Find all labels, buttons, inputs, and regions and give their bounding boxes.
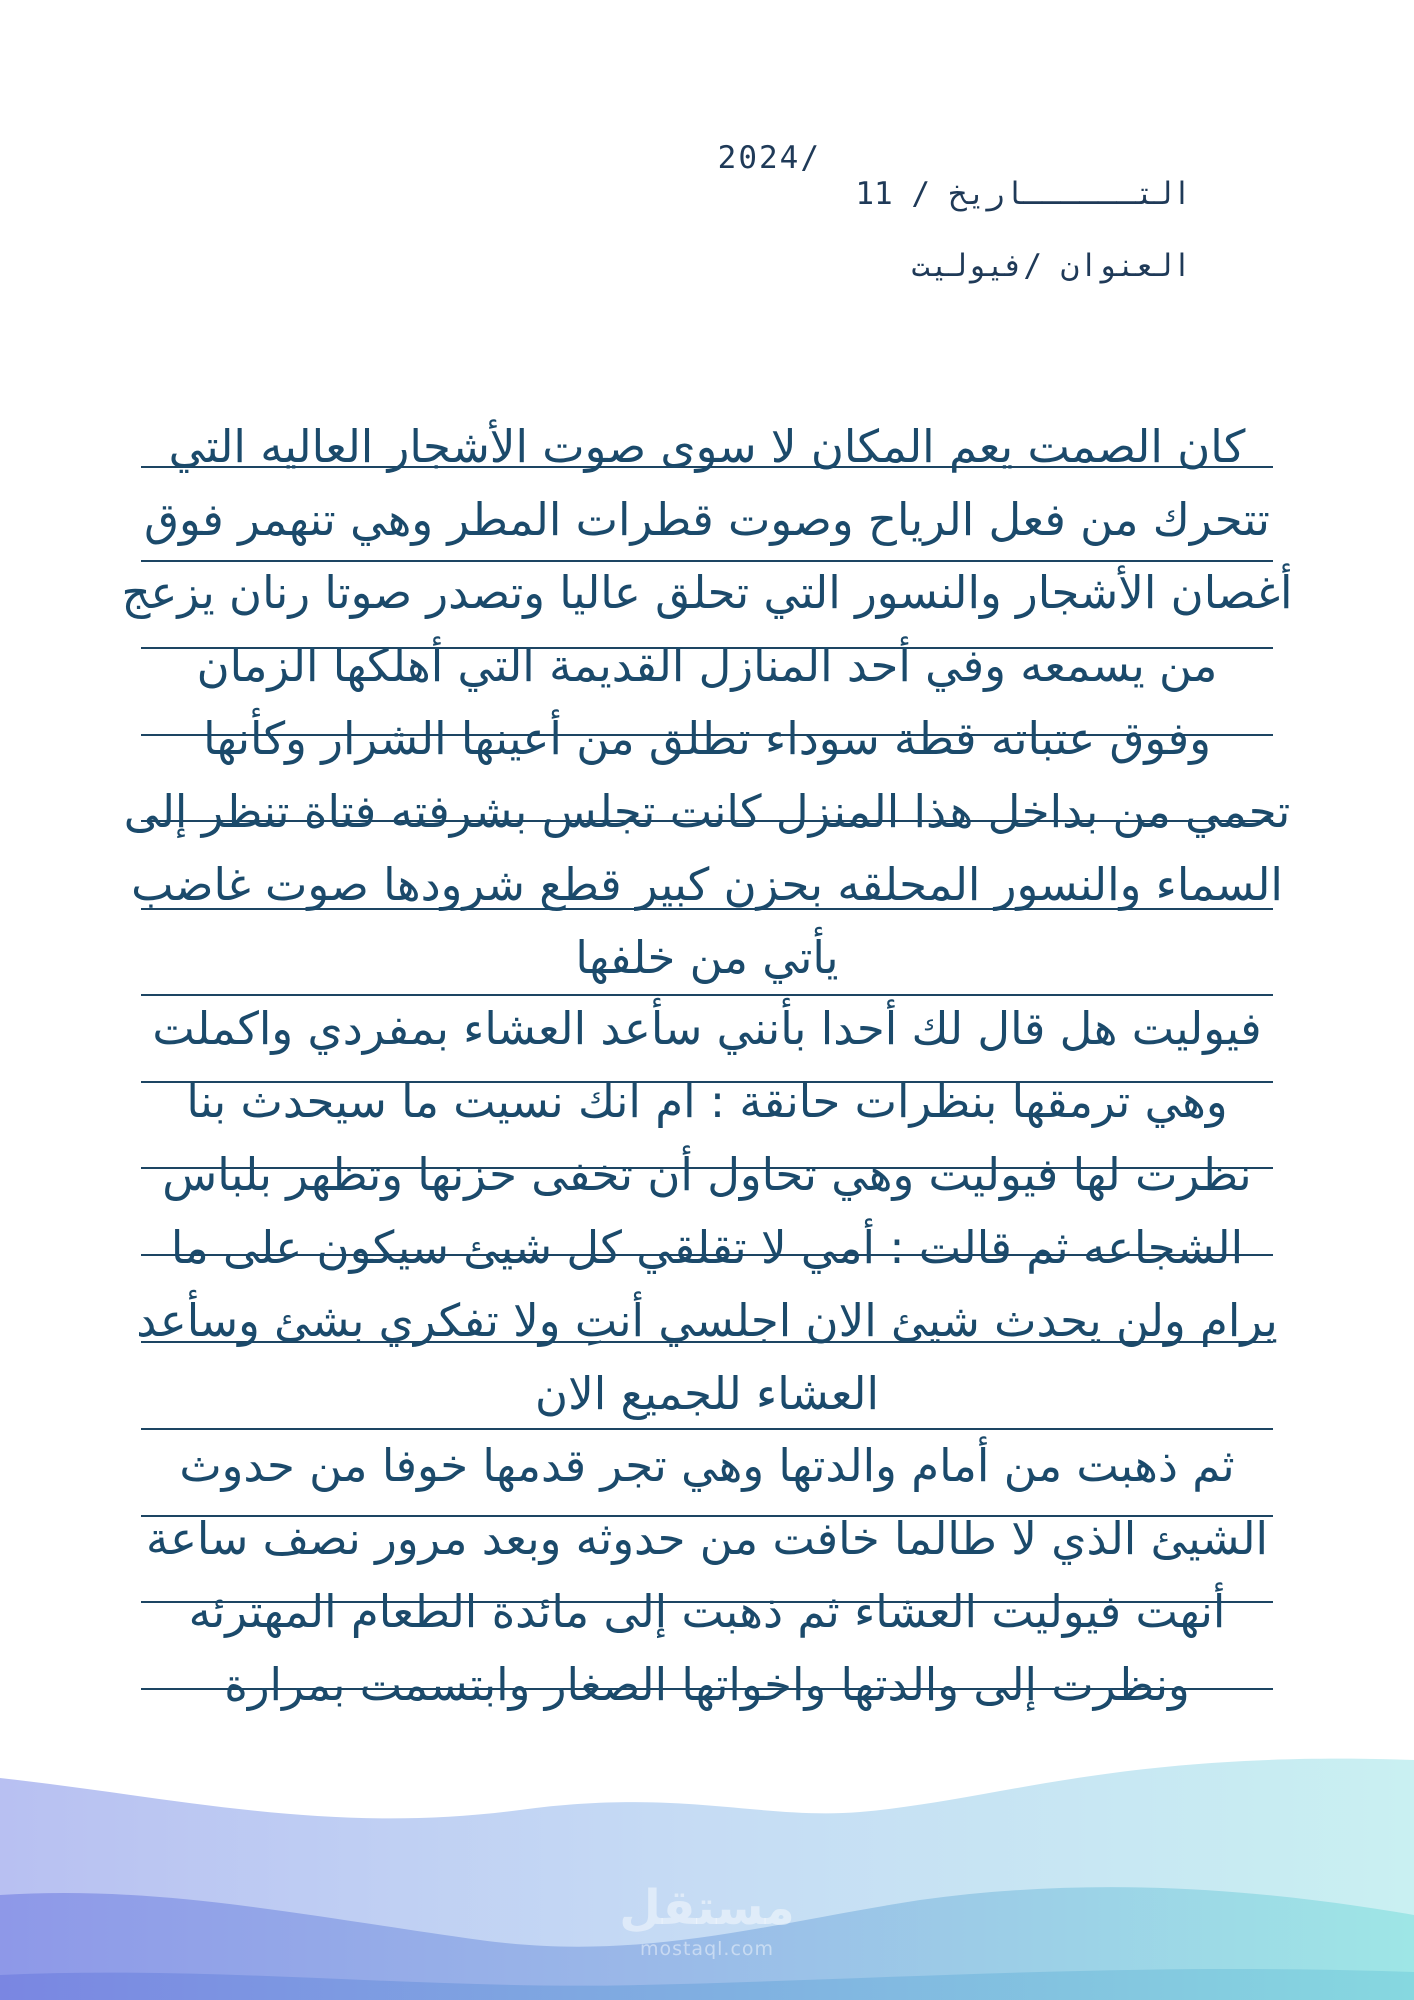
text-line: كان الصمت يعم المكان لا سوى صوت الأشجار العاليه التي (168, 420, 1246, 473)
title-label: العنوان /فيوليت (911, 248, 1192, 284)
paragraph-3 (0, 1429, 1414, 1721)
text-line: ونظرت إلى والدتها واخواتها الصغار وابتسمت بمرارة (224, 1658, 1190, 1711)
text-line: ثم ذهبت من أمام والدتها وهي تجر قدمها خوفا من حدوث (179, 1439, 1235, 1492)
wave-decoration (0, 1740, 1414, 2000)
watermark-url: mostaql.com (639, 1938, 775, 1960)
date-label: التــــــاريخ / 11 (855, 176, 1192, 212)
paragraph-2 (0, 992, 1414, 1430)
text-line: نظرت لها فيوليت وهي تحاول أن تخفى حزنها وتظهر بلباس (162, 1148, 1252, 1201)
text-line: السماء والنسور المحلقه بحزن كبير قطع شرودها صوت غاضب (131, 858, 1283, 911)
text-line: فيوليت هل قال لك أحدا بأنني سأعد العشاء بمفردي واكملت (152, 1002, 1262, 1055)
title-line (911, 212, 1266, 320)
text-line: الشجاعه ثم قالت : أمي لا تقلقي كل شيئ سيكون على ما (170, 1221, 1244, 1274)
text-line: أنهت فيوليت العشاء ثم ذهبت إلى مائدة الطعام المهترئه (188, 1585, 1226, 1638)
text-line: تتحرك من فعل الرياح وصوت قطرات المطر وهي تنهمر فوق (144, 493, 1270, 546)
text-line: وفوق عتباته قطة سوداء تطلق من أعينها الشرار وكأنها (203, 712, 1211, 765)
paragraph-1 (0, 410, 1414, 994)
text-line: يرام ولن يحدث شيئ الان اجلسي أنتِ ولا تفكري بشئ وسأعد (136, 1294, 1278, 1347)
date-year: 2024/ (717, 140, 821, 176)
text-line: وهي ترمقها بنظرات حانقة : ام انك نسيت ما سيحدث بنا (186, 1075, 1228, 1128)
watermark-logo: مستقل (619, 1880, 795, 1936)
text-line: العشاء للجميع الان (535, 1367, 879, 1420)
text-line: من يسمعه وفي أحد المنازل القديمة التي أهلكها الزمان (196, 639, 1218, 692)
text-line: تحمي من بداخل هذا المنزل كانت تجلس بشرفته فتاة تنظر إلى (123, 785, 1291, 838)
text-line: الشيئ الذي لا طالما خافت من حدوثه وبعد مرور نصف ساعة (145, 1512, 1269, 1565)
text-line: يأتي من خلفها (575, 931, 839, 984)
text-line: أغصان الأشجار والنسور التي تحلق عاليا وتصدر صوتا رنان يزعج (121, 566, 1293, 619)
